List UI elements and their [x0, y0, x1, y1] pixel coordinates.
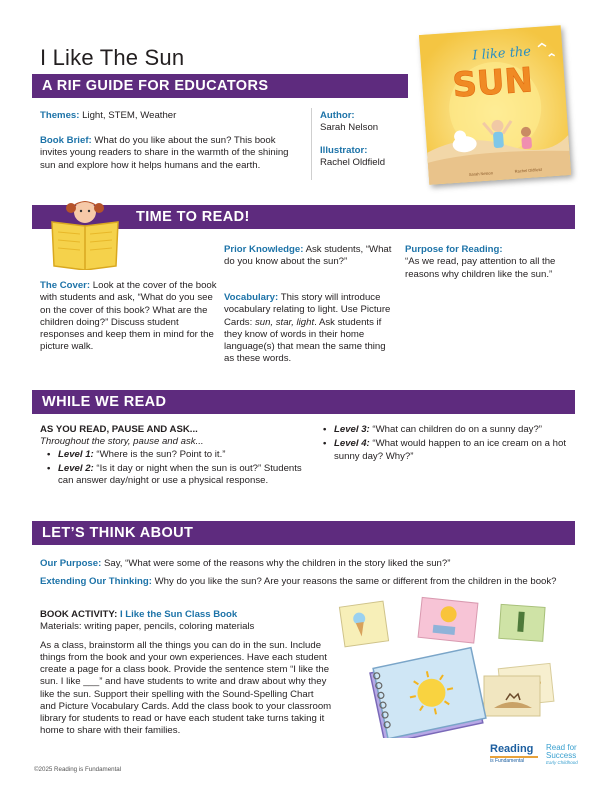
pause-and-ask-intro: Throughout the story, pause and ask...: [40, 436, 204, 448]
prior-knowledge-text: Ask students, “What do you know about the sun?”: [224, 244, 392, 268]
level-4-item: [316, 438, 580, 463]
rif-guide-banner: A RIF GUIDE FOR EDUCATORS: [32, 74, 408, 98]
author-label: Author:: [320, 110, 355, 121]
class-book-notebook-icon: [369, 648, 487, 738]
rif-logo-line1: Reading: [490, 743, 534, 755]
reading-is-fundamental-logo: [490, 744, 538, 764]
drawing-desert-icon: [484, 676, 540, 716]
rfs-logo-line2: Success: [546, 751, 577, 760]
book-brief-text: What do you like about the sun? This book invites young readers to share in the warmth of the shining sun and explore how it helps humans and the earth.: [40, 135, 289, 171]
book-activity-label: BOOK ACTIVITY:: [40, 609, 118, 620]
vocabulary-words: sun, star, light: [254, 316, 315, 328]
class-book-illustration: [336, 596, 586, 738]
level-3-label: Level 3:: [334, 424, 370, 435]
level-2-text: “Is it day or night when the sun is out?” Students can answer day/night or use a physical response.: [58, 462, 302, 487]
prior-knowledge-section: [224, 244, 394, 269]
levels-list-right: [316, 424, 580, 463]
page-title: I Like The Sun: [40, 45, 185, 70]
book-activity-body: As a class, brainstorm all the things you can do in the sun. Include things from the book and your own experiences. Have each student create a page for a class book. Provide the sentence stem “I like the sun. I like ___” and have students to write and draw about why they like the sun. Support their spelling with the Sound-Spelling Chart and Picture Vocabulary Cards. Add the class book to your classroom library for students to read or have each student take turns taking it home to share with their families.: [40, 639, 332, 737]
drawing-ice-cream-icon: [339, 601, 388, 647]
level-1-label: Level 1:: [58, 448, 94, 460]
level-2-label: Level 2:: [58, 462, 94, 474]
cover-illustrator-credit: Rachel Oldfield: [514, 166, 542, 174]
book-brief-label: Book Brief:: [40, 135, 92, 146]
level-3-item: [316, 424, 580, 436]
extending-thinking: [40, 576, 580, 588]
cover-title-line2: SUN: [451, 60, 535, 106]
prior-knowledge-label: Prior Knowledge:: [224, 244, 304, 255]
copyright-footer: ©2025 Reading is Fundamental: [34, 766, 122, 773]
rfs-logo-line1: Read for: [546, 743, 577, 752]
themes-text: Light, STEM, Weather: [82, 110, 177, 121]
level-2-item: [40, 463, 310, 488]
book-cover-illustration: [419, 25, 571, 185]
lets-think-about-banner: LET’S THINK ABOUT: [32, 521, 575, 545]
book-activity-materials: Materials: writing paper, pencils, coloring materials: [40, 621, 255, 633]
book-cover-image: [419, 25, 571, 185]
extending-thinking-text: Why do you like the sun? Are your reasons the same or different from the children in the book?: [154, 576, 557, 587]
vocabulary-text-before: This story will introduce vocabulary relating to light. Use Picture Cards:: [224, 292, 391, 328]
rfs-logo-line3: Early Childhood: [546, 760, 578, 765]
drawing-bottle-icon: [499, 604, 545, 641]
extending-thinking-label: Extending Our Thinking:: [40, 576, 152, 587]
our-purpose: [40, 558, 580, 570]
our-purpose-label: Our Purpose:: [40, 558, 102, 569]
drawing-sun-beach-icon: [418, 597, 478, 643]
illustrator-name: Rachel Oldfield: [320, 157, 386, 169]
book-activity: [40, 609, 332, 738]
author-name: Sarah Nelson: [320, 122, 379, 134]
reading-girl-icon: [44, 196, 126, 270]
level-4-text: “What would happen to an ice cream on a hot sunny day? Why?”: [334, 438, 566, 462]
book-brief: [40, 135, 302, 172]
level-1-text: “Where is the sun? Point to it.”: [96, 448, 226, 460]
the-cover-label: The Cover:: [40, 280, 91, 291]
rif-logo-line2: is Fundamental: [490, 758, 525, 764]
book-activity-heading: [40, 609, 332, 621]
themes-label: Themes:: [40, 110, 80, 121]
level-3-text: “What can children do on a sunny day?”: [372, 424, 542, 435]
cover-title-line1: I like the: [472, 44, 532, 64]
our-purpose-text: Say, “What were some of the reasons why the children in the story liked the sun?”: [103, 558, 451, 569]
author-block: [320, 110, 416, 135]
book-activity-name: I Like the Sun Class Book: [119, 609, 238, 620]
purpose-for-reading-section: [405, 244, 577, 281]
vocabulary-text-after: . Ask students if they know of words in their home language(s) that mean the same thing as these words.: [224, 316, 386, 365]
pause-and-ask-heading: AS YOU READ, PAUSE AND ASK...: [40, 424, 198, 435]
levels-list-left: [40, 449, 310, 488]
time-to-read-banner: TIME TO READ!: [32, 205, 575, 229]
purpose-for-reading-text: “As we read, pay attention to all the reasons why children like the sun.”: [405, 256, 556, 280]
vertical-divider: [311, 108, 312, 180]
purpose-for-reading-label: Purpose for Reading:: [405, 244, 503, 255]
while-we-read-right: [316, 424, 580, 465]
level-4-label: Level 4:: [334, 438, 370, 450]
vocabulary-section: [224, 292, 396, 366]
illustrator-block: [320, 145, 416, 170]
while-we-read-banner: WHILE WE READ: [32, 390, 575, 414]
while-we-read-left: [40, 424, 310, 489]
illustrator-label: Illustrator:: [320, 145, 368, 156]
level-1-item: [40, 449, 310, 461]
read-for-success-logo: [546, 744, 596, 765]
the-cover-text: Look at the cover of the book with students and ask, “What do you see on the cover of this book? What are the children doing?” Discuss student responses and keep them in mind for the picture walk.: [40, 280, 217, 353]
cover-author-credit: Sarah Nelson: [468, 170, 494, 177]
the-cover-section: [40, 280, 218, 354]
themes-line: [40, 110, 302, 122]
vocabulary-label: Vocabulary:: [224, 292, 279, 303]
